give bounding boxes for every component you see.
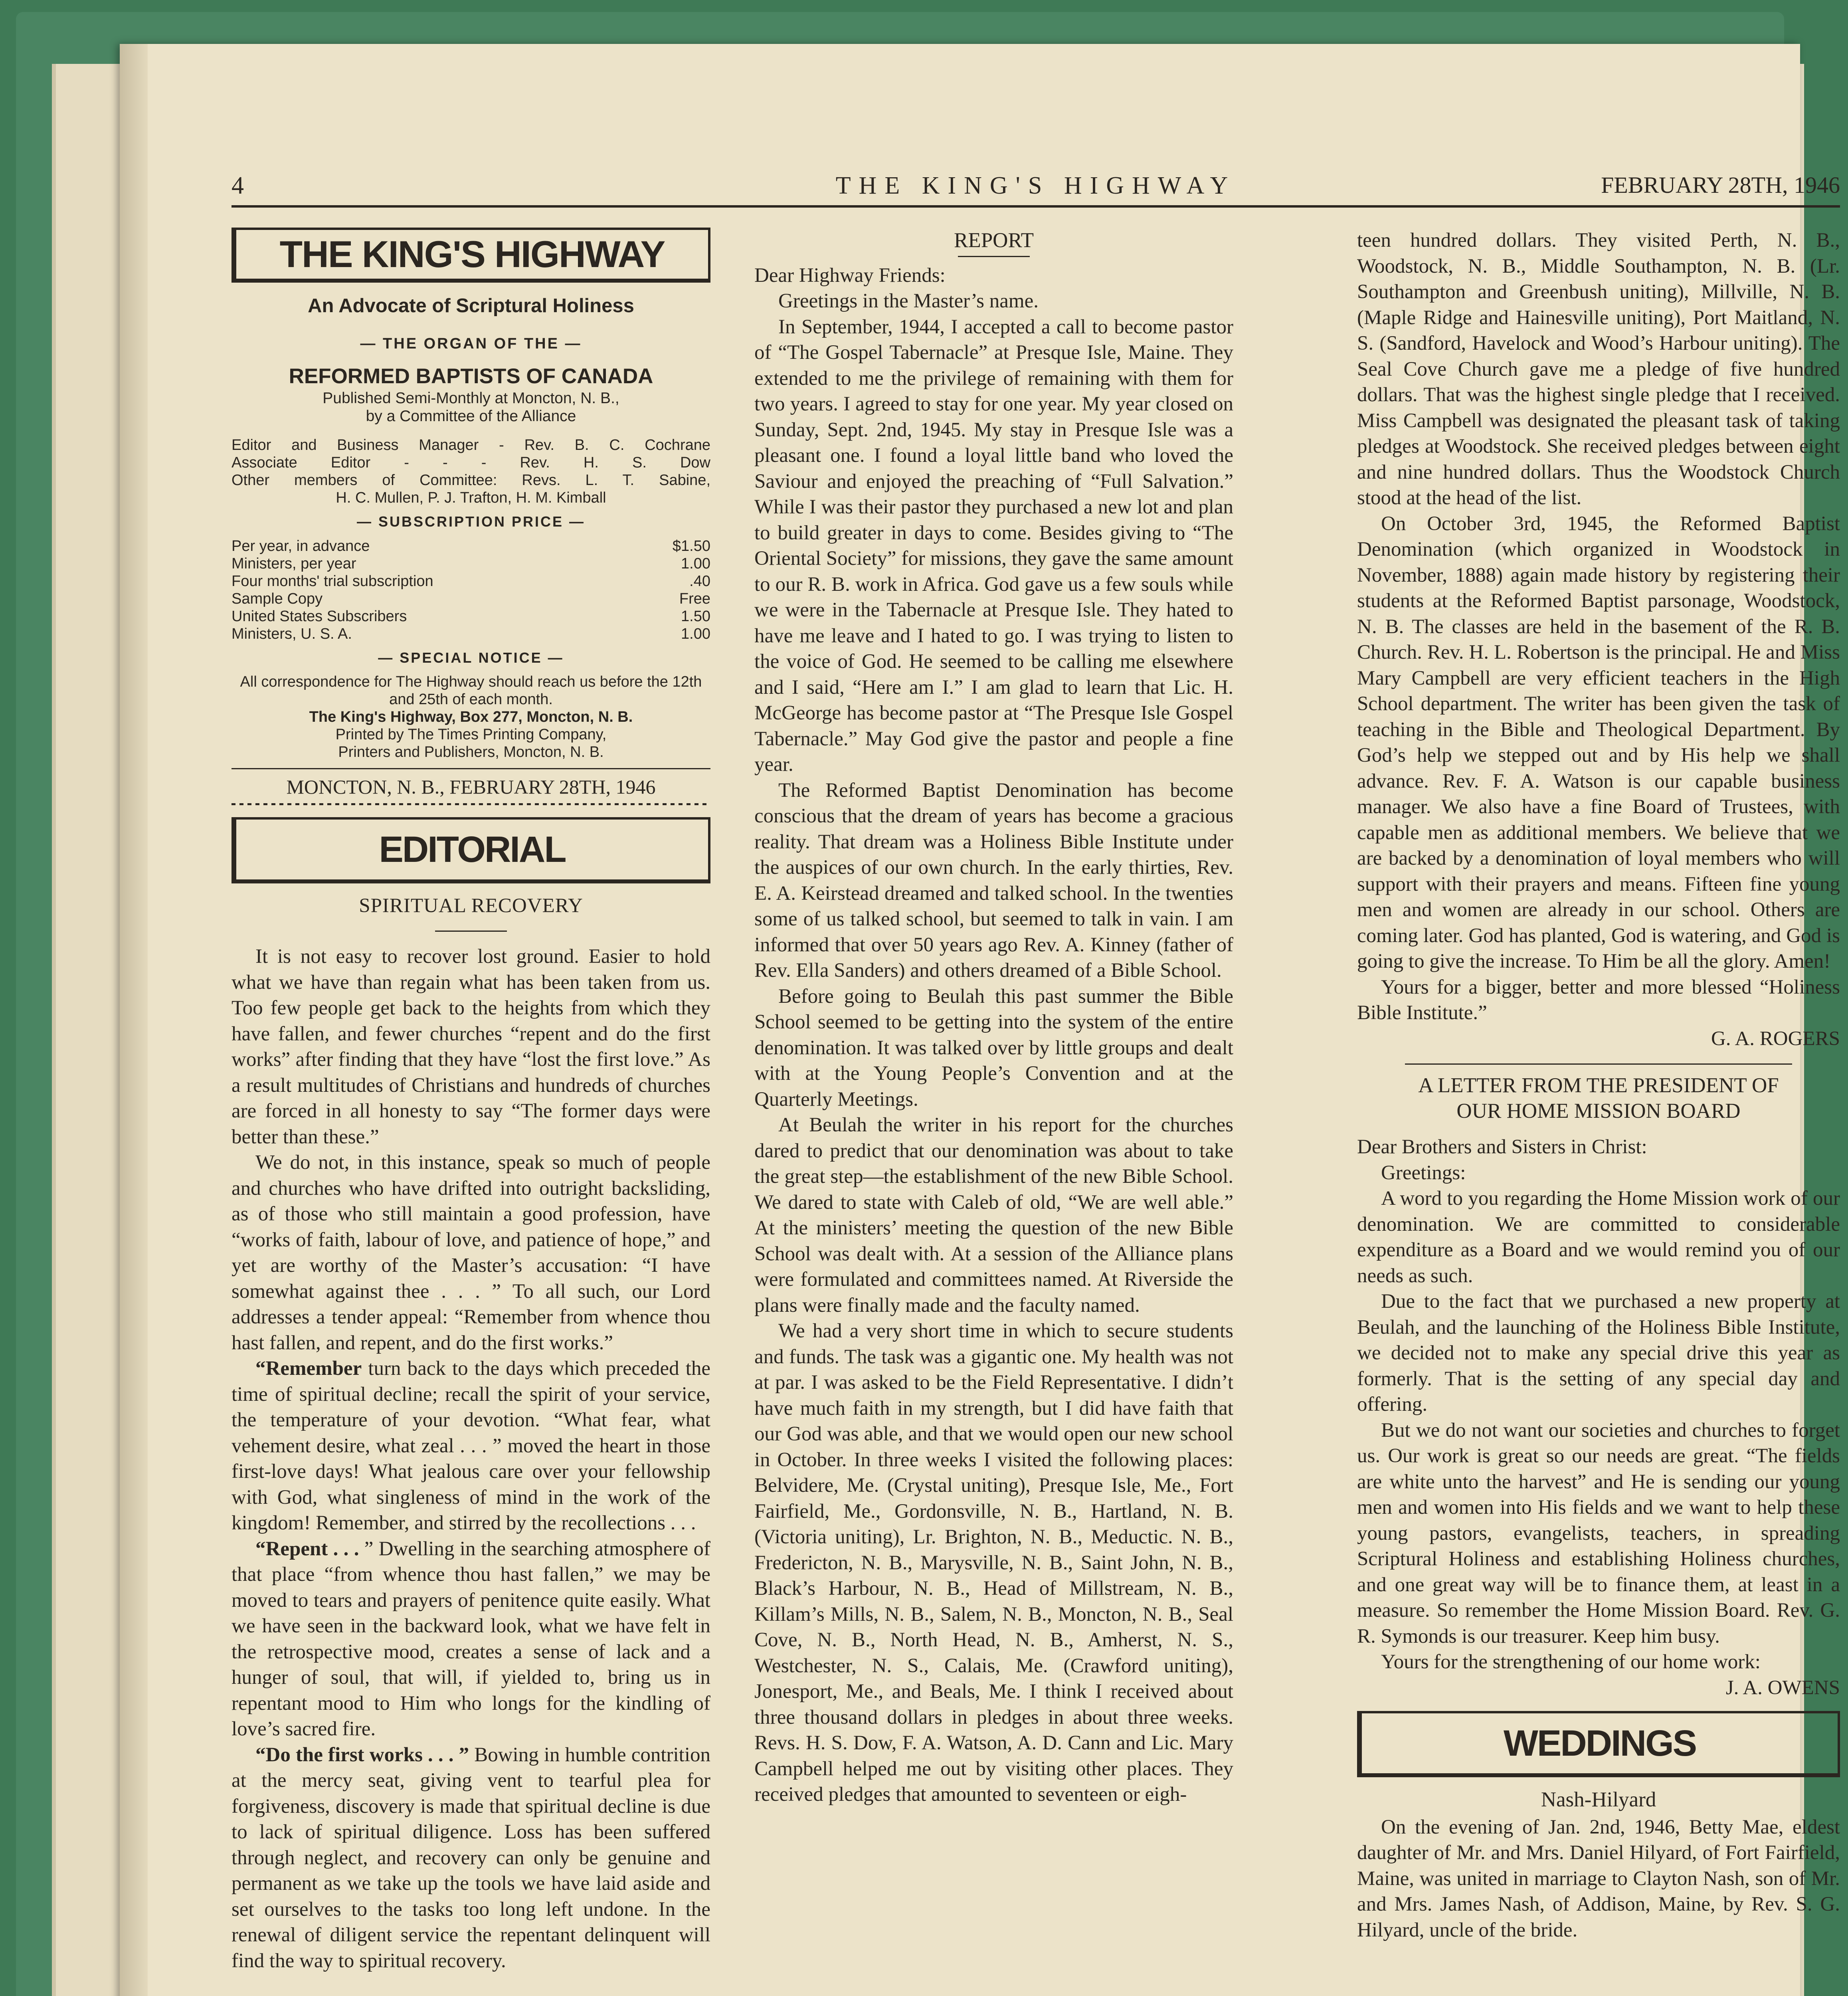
report-paragraph: In September, 1944, I accepted a call to become pastor of “The Gospel Tabernacle” at Presque Isle, Maine. They extended to me the privilege of remaining with them for two years. I agreed to stay for one year. My year closed on Sunday, Sept. 2nd, 1945. My stay in Presque Isle was a pleasant one. I found a loyal little band who loved the Saviour and enjoyed the preaching of “Full Salvation.” While I was their pastor they purchased a new lot and plan to build greater in days to come. Besides giving to “The Oriental Society” for missions, they gave the same amount to our R. B. work in Africa. God gave us a few souls while we were in the Tabernacle at Presque Isle. They hated to have me leave and I hated to go. I was trying to listen to the voice of God. He seemed to be calling me elsewhere and I said, “Here am I.” I am glad to learn that Lic. H. McGeorge has become pastor at “The Presque Isle Gospel Tabernacle.” May God give the pastor and people a fine year. xyxy=(754,315,1233,776)
paragraph-lead: “Remember xyxy=(255,1357,362,1380)
letter-paragraph: Due to the fact that we purchased a new property at Beulah, and the launching of the Holiness Bible Institute, we decided not to make any special drive this year as formerly. That is the setting of any special day and offering. xyxy=(1357,1290,1840,1416)
paragraph-lead: “Repent . . . xyxy=(255,1537,359,1560)
editorial-title: SPIRITUAL RECOVERY xyxy=(359,894,583,917)
editorial-paragraph xyxy=(231,1536,710,1742)
editorial-paragraph: It is not easy to recover lost ground. Easier to hold what we have than regain what has been taken from us. Too few people get back to the heights from which they have fallen, and fewer churches “repent and do the first works” after finding that they have “lost the first love.” As a result multitudes of Christians and hundreds of churches are forced in all honesty to say “The former days were better than these.” xyxy=(231,945,710,1148)
organ-line: — THE ORGAN OF THE — xyxy=(360,335,582,352)
price-row xyxy=(231,572,710,590)
report-title: REPORT xyxy=(954,229,1034,252)
dateline: MONCTON, N. B., FEBRUARY 28TH, 1946 xyxy=(231,768,710,800)
price-label: Ministers, U. S. A. xyxy=(231,625,352,642)
staff-list xyxy=(231,436,710,507)
published-line-1: Published Semi-Monthly at Moncton, N. B., xyxy=(323,390,619,407)
published-line-2: by a Committee of the Alliance xyxy=(366,408,576,425)
letter-paragraph: But we do not want our societies and churches to forget us. Our work is great so our needs are great. “The fields are white unto the harvest” and He is sending our young men and women into His fields and we want to help these young pastors, evangelists, teachers, in spreading Scriptural Holiness and establishing Holiness churches, and one great way will be to finance them, at least in a measure. So remember the Home Mission Board. Rev. G. R. Symonds is our treasurer. Keep him busy. xyxy=(1357,1419,1840,1647)
report-paragraph: We had a very short time in which to secure students and funds. The task was a gigantic one. My health was not at par. I was asked to be the Field Representative. I didn’t have much faith in my strength, but I did have faith that our God was able, and that we would open our new school in October. In three weeks I visited the following places: Belvidere, Me. (Crystal uniting), Presque Isle, Me., Fort Fairfield, Me., Gordonsville, N. B., Hartland, N. B. (Victoria uniting), Lr. Brighton, N. B., Meductic. N. B., Fredericton, N. B., Marysville, N. B., Saint John, N. B., Black’s Harbour, N. B., Head of Millstream, N. B., Killam’s Mills, N. B., Salem, N. B., Moncton, N. B., Seal Cove, N. B., North Head, N. B., Amherst, N. S., Westchester, N. S., Calais, Me. (Crawford uniting), Jonesport, Me., and Beals, Me. I think I received about three thousand dollars in pledges in about three weeks. Revs. H. S. Dow, F. A. Watson, A. D. Cann and Lic. Mary Campbell helped me out by visiting other places. They received pledges that amounted to seventeen or eigh- xyxy=(754,1320,1233,1806)
notice-text: All correspondence for The Highway should reach us before the 12th and 25th of each month. xyxy=(240,673,702,708)
price-list xyxy=(231,537,710,643)
price-row xyxy=(231,555,710,572)
report-paragraph: On October 3rd, 1945, the Reformed Baptist Denomination (which organized in Woodstock in November, 1888) again made history by registering their students at the Reformed Baptist parsonage, Woodstock, N. B. The classes are held in the basement of the R. B. Church. Rev. H. L. Robertson is the principal. He and Miss Mary Campbell are very efficient teachers in the High School department. The writer has been given the task of teaching in the Bible and Theological Department. By God’s help we stepped out and by His help we shall advance. Rev. F. A. Watson is our capable business manager. We also have a fine Board of Trustees, with capable men as additional members. We believe that we are backed by a denomination of loyal members who will support with their prayers and means. Fifteen fine young men and women are already in our school. Others are coming later. God has planted, God is watering, and God is going to give the increase. To Him be all the glory. Amen! xyxy=(1357,512,1840,972)
report-closing: Yours for a bigger, better and more blessed “Holiness Bible Institute.” xyxy=(1357,976,1840,1024)
running-title: THE KING'S HIGHWAY xyxy=(835,172,1236,199)
report-paragraph: teen hundred dollars. They visited Perth, N. B., Woodstock, N. B., Middle Southampton, N. B. (Lr. Southampton and Greenbush uniting), Millville, N. B. (Maple Ridge and Hainesville uniting), Port Maitland, N. S. (Sandford, Havelock and Wood’s Harbour uniting). The Seal Cove Church gave me a pledge of five hundred dollars. That was the highest single pledge that I received. Miss Campbell was designated the pleasant task of taking pledges at Woodstock. She received pledges between eight and nine hundred dollars. Thus the Woodstock Church stood at the head of the list. xyxy=(1357,229,1840,509)
report-signature: G. A. ROGERS xyxy=(1711,1027,1840,1050)
notice-heading: — SPECIAL NOTICE — xyxy=(378,649,564,666)
editor-line: Editor and Business Manager - Rev. B. C. Cochrane xyxy=(231,437,710,453)
masthead-title: THE KING'S HIGHWAY xyxy=(279,233,665,275)
letter-paragraph: A word to you regarding the Home Mission work of our denomination. We are committed to considerable expenditure as a Board and we would remind you of our needs as such. xyxy=(1357,1187,1840,1287)
printer-line-2: Printers and Publishers, Moncton, N. B. xyxy=(338,744,604,760)
letter-signature: J. A. OWENS xyxy=(1725,1676,1840,1699)
organization-name: REFORMED BAPTISTS OF CANADA xyxy=(289,364,653,388)
letter-closing: Yours for the strengthening of our home work: xyxy=(1381,1651,1761,1673)
page-binding xyxy=(120,44,148,1996)
newspaper-page xyxy=(120,44,1840,1996)
price-row xyxy=(231,590,710,608)
letter-title-line-1: A LETTER FROM THE PRESIDENT OF xyxy=(1418,1074,1779,1097)
committee-line-1: Other members of Committee: Revs. L. T. Sabine, xyxy=(231,472,710,489)
paragraph-text: Bowing in humble contrition at the mercy seat, giving vent to tearful plea for forgiveness, discovery is made that spiritual decline is due to lack of spiritual diligence. Loss has been suffered through neglect, and recovery can only be genuine and permanent as we take up the tools we have laid aside and set ourselves to the tasks too long left undone. In the renewal of diligent service the repentant delinquent will find the way to spiritual recovery. xyxy=(231,1743,710,1972)
paragraph-text: turn back to the days which preceded the time of spiritual decline; recall the spirit of your service, the temperature of your devotion. “What fear, what vehement desire, what zeal . . . ” moved the heart in those first-love days! What jealous care over your fellowship with God, what singleness of mind in the work of the kingdom! Remember, and stirred by the recollections . . . xyxy=(231,1357,710,1534)
paragraph-text: ” Dwelling in the searching atmosphere of that place “from whence thou hast fallen,” we may be moved to tears and prayers of penitence quite easily. What we have seen in the backward look, what we have felt in the retrospective mood, creates a sense of lack and a hunger of soul, that will, if yielded to, bring us in repentant mood to Him who longs for the kindling of love’s sacred fire. xyxy=(231,1537,710,1740)
price-value: $1.50 xyxy=(672,537,710,554)
page-number: 4 xyxy=(231,172,244,199)
running-date: FEBRUARY 28TH, 1946 xyxy=(1601,172,1840,198)
price-label: Four months' trial subscription xyxy=(231,572,433,590)
price-label: Per year, in advance xyxy=(231,537,370,554)
wedding-title: Nash-Hilyard xyxy=(1541,1788,1656,1811)
letter-title xyxy=(1357,1073,1840,1124)
paragraph-lead: “Do the first works . . . ” xyxy=(255,1743,469,1766)
column-3 xyxy=(1357,228,1840,1943)
price-label: Sample Copy xyxy=(231,590,323,607)
short-rule xyxy=(958,256,1030,257)
editorial-paragraph xyxy=(231,1356,710,1536)
price-row xyxy=(231,537,710,555)
price-value: 1.00 xyxy=(681,625,710,642)
printer-line-1: Printed by The Times Printing Company, xyxy=(335,726,607,743)
price-row xyxy=(231,608,710,625)
column-1 xyxy=(231,228,710,1974)
letter-salutation: Dear Brothers and Sisters in Christ: xyxy=(1357,1136,1647,1158)
report-greeting: Greetings in the Master’s name. xyxy=(778,290,1039,312)
price-label: Ministers, per year xyxy=(231,555,356,572)
letter-greeting: Greetings: xyxy=(1381,1161,1466,1184)
weddings-box-title: WEDDINGS xyxy=(1357,1711,1840,1777)
header-rule xyxy=(231,205,1840,208)
report-salutation: Dear Highway Friends: xyxy=(754,264,946,287)
report-paragraph: Before going to Beulah this past summer the Bible School seemed to be getting into the system of the entire denomination. It was talked over by little groups and dealt with at the Young People’s Convention and at the Quarterly Meetings. xyxy=(754,985,1233,1111)
price-row xyxy=(231,625,710,643)
section-rule xyxy=(1405,1063,1792,1065)
price-value: Free xyxy=(679,590,710,607)
editorial-box-title: EDITORIAL xyxy=(231,817,710,883)
price-value: 1.50 xyxy=(681,608,710,625)
running-head xyxy=(231,172,1840,212)
editorial-paragraph xyxy=(231,1742,710,1974)
price-value: .40 xyxy=(689,572,710,590)
committee-line-2: H. C. Mullen, P. J. Trafton, H. M. Kimball xyxy=(336,489,606,506)
report-paragraph: The Reformed Baptist Denomination has become conscious that the dream of years has become a gracious reality. That dream was a Holiness Bible Institute under the auspices of our own church. In the early thirties, Rev. E. A. Keirstead dreamed and talked school. In the twenties some of us talked school, but seemed to talk in vain. I am informed that over 50 years ago Rev. A. Kinney (father of Rev. Ella Sanders) and others dreamed of a Bible School. xyxy=(754,779,1233,982)
subscription-heading: — SUBSCRIPTION PRICE — xyxy=(356,513,586,530)
notice-address: The King's Highway, Box 277, Moncton, N. B. xyxy=(309,709,633,725)
short-rule xyxy=(435,931,507,932)
price-label: United States Subscribers xyxy=(231,608,407,625)
associate-editor-line: Associate Editor - - - Rev. H. S. Dow xyxy=(231,454,710,471)
wavy-divider xyxy=(231,803,710,805)
masthead-box xyxy=(231,228,710,283)
editorial-paragraph: We do not, in this instance, speak so much of people and churches who have drifted into outright backsliding, as of those who still maintain a good profession, have “works of faith, labour of love, and patience of hope,” and yet are worthy of the Master’s accusation: “I have somewhat against thee . . . ” To all such, our Lord addresses a tender appeal: “Remember from whence thou hast fallen, and repent, and do the first works.” xyxy=(231,1151,710,1354)
report-paragraph: At Beulah the writer in his report for the churches dared to predict that our denomination was about to take the great step—the establishment of the new Bible School. We dared to state with Caleb of old, “We are well able.” At the ministers’ meeting the question of the new Bible School was dealt with. At a session of the Alliance plans were formulated and committees named. At Riverside the plans were finally made and the faculty named. xyxy=(754,1114,1233,1317)
masthead-tagline: An Advocate of Scriptural Holiness xyxy=(308,295,634,317)
column-2 xyxy=(754,228,1233,1808)
price-value: 1.00 xyxy=(681,555,710,572)
letter-title-line-2: OUR HOME MISSION BOARD xyxy=(1456,1099,1741,1123)
page-content xyxy=(231,124,1848,1996)
wedding-paragraph: On the evening of Jan. 2nd, 1946, Betty Mae, eldest daughter of Mr. and Mrs. Daniel Hilyard, of Fort Fairfield, Maine, was united in marriage to Clayton Nash, son of Mr. and Mrs. James Nash, of Addison, Maine, by Rev. S. G. Hilyard, uncle of the bride. xyxy=(1357,1816,1840,1941)
